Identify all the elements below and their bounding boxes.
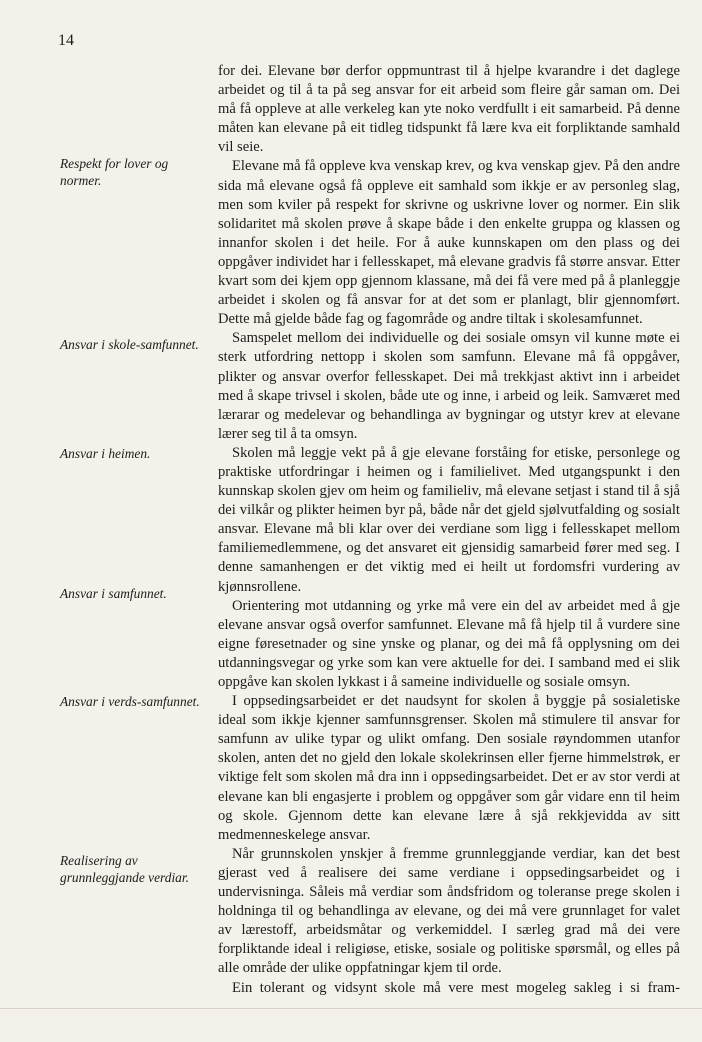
margin-note-skolesamfunnet: Ansvar i skole-samfunnet. (60, 337, 199, 352)
paragraph: Samspelet mellom dei individuelle og dei sosiale omsyn vil kunne møte ei sterk utfordring nettopp i skolen som samfunn. Elevane må få oppgåver, plikter og ansvar overfor fellesskapet. Dei må trekkjast aktivt inn i arbeidet med å skape trivsel i skolen, både ute og inne, i arbeid og leik. Samværet med lærarar og medelevar og behandlinga av bygningar og utstyr krev at elevane lærer seg til å ta omsyn. (218, 330, 680, 442)
page-bottom-edge (0, 1008, 702, 1009)
paragraph: I oppsedingsarbeidet er det naudsynt for skolen å byggje på sosialetiske ideal som ikkje kjenner samfunnsgrenser. Skolen må stimulere til ansvar for samfunn av ulike typar og ulikt omfang. Den sosiale røyndommen utanfor skolen, anten det no gjeld den lokale skolekrinsen eller fjerne himmelstrøk, er viktige felt som skolen må dra inn i oppsedingsarbeidet. Det er av stor verdi at elevane kan bli engasjerte i problem og oppgåver som går vidare enn til heim og skole. Gjennom dette kan elevane lære å sjå rekkjevidda av sitt medmenneskelege ansvar. (218, 693, 680, 843)
paragraph: Skolen må leggje vekt på å gje elevane forståing for etiske, personlege og praktiske utfordringar i heimen og i familielivet. Med utgangspunkt i den kunnskap skolen gjev om heim og familieliv, må elevane setjast i stand til å sjå dei vilkår og plikter heimen byr på, både når det gjeld sjølvutfalding og sosialt ansvar. Elevane må bli klar over dei verdiane som ligg i fellesskapet mellom familiemedlemmene, og det ansvaret eit gjensidig samarbeid fører med seg. I denne samanhengen er det viktig med ei heilt ut fordomsfri vurdering av kjønnsrollene. (218, 444, 680, 595)
margin-note-respekt: Respekt for lover og normer. (60, 156, 169, 188)
margin-note-verdiar: Realisering av grunnleggjande verdiar. (60, 853, 189, 885)
margin-note-samfunnet: Ansvar i samfunnet. (60, 586, 167, 601)
paragraph: Elevane må få oppleve kva venskap krev, og kva venskap gjev. På den andre sida må elevane også få oppleve eit samhald som ikkje er av personleg slag, men som kviler på respekt for skrivne og uskrivne lover og normer. Ein slik solidaritet må skolen prøve å skape både i den enkelte gruppa og klassen og innanfor skolen i det heile. For å auke kunnskapen om den plass og dei oppgåver individet har i fellesskapet, må elevane gradvis få større ansvar. Etter kvart som dei kjem opp gjennom klassane, må dei få vere med på å planleggje arbeidet i skolen og få ansvar for at det som er planlagt, blir gjennomført. Dette må gjelde både fag og fagområde og andre tiltak i skolesamfunnet. (218, 158, 680, 328)
body-text (218, 62, 680, 998)
paragraph: Ein tolerant og vidsynt skole må vere mest mogeleg sakleg i si fram- (232, 979, 680, 996)
paragraph: for dei. Elevane bør derfor oppmuntrast til å hjelpe kvarandre i det daglege arbeidet og til å ta på seg ansvar for eit arbeid som fleire går saman om. Dei må få oppleve at alle verkeleg kan yte noko verdfullt i eit samarbeid. På denne måten kan elevane på eit tidleg tidspunkt få lære kva eit forpliktande samhald vil seie. (218, 63, 680, 156)
margin-note-heimen: Ansvar i heimen. (60, 446, 151, 461)
margin-note-verdssamfunnet: Ansvar i verds-samfunnet. (60, 694, 200, 709)
page-number: 14 (58, 32, 74, 49)
paragraph: Når grunnskolen ynskjer å fremme grunnleggjande verdiar, kan det best gjerast ved å realisere dei same verdiane i oppsedingsarbeidet og i undervisninga. Såleis må verdiar som åndsfridom og toleranse prege skolen i holdninga til og behandlinga av elevane, og dei må vere grunnlaget for valet av lærestoff, arbeidsmåtar og verkemiddel. I særleg grad må dei vere forpliktande ideal i religiøse, etiske, sosiale og politiske spørsmål, og elles på alle område der ulike oppfatningar kjem til orde. (218, 845, 680, 977)
paragraph: Orientering mot utdanning og yrke må vere ein del av arbeidet med å gje elevane ansvar også overfor samfunnet. Elevane må få hjelp til å vurdere sine eigne føresetnader og sine ynske og planar, og dei må få opplysning om dei utdanningsvegar og yrke som kan vere aktuelle for dei. I samband med ei slik oppgåve kan skolen lykkast i å sameine individuelle og sosiale omsyn. (218, 597, 680, 690)
